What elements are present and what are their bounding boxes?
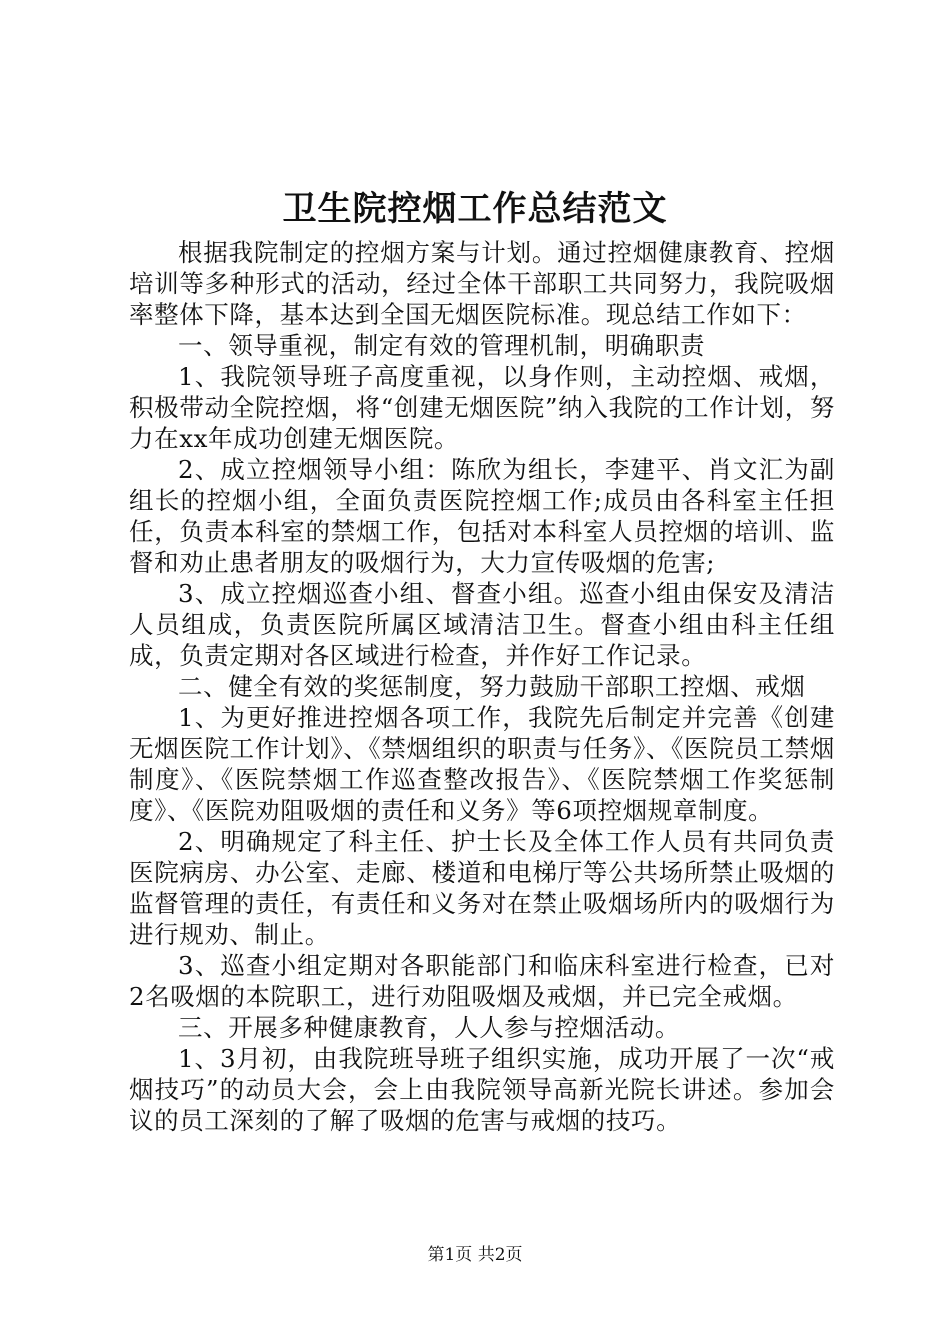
document-body <box>129 237 835 1136</box>
section-2-item-2: 2、明确规定了科主任、护士长及全体工作人员有共同负责医院病房、办公室、走廊、楼道和电梯厅等公共场所禁止吸烟的监督管理的责任，有责任和义务对在禁止吸烟场所内的吸烟行为进行规劝、制止。 <box>129 827 835 949</box>
intro-paragraph: 根据我院制定的控烟方案与计划。通过控烟健康教育、控烟培训等多种形式的活动，经过全体干部职工共同努力，我院吸烟率整体下降，基本达到全国无烟医院标准。现总结工作如下： <box>129 238 835 329</box>
section-2-item-1: 1、为更好推进控烟各项工作，我院先后制定并完善《创建无烟医院工作计划》、《禁烟组织的职责与任务》、《医院员工禁烟制度》、《医院禁烟工作巡查整改报告》、《医院禁烟工作奖惩制度》、《医院劝阻吸烟的责任和义务》等6项控烟规章制度。 <box>129 703 835 825</box>
page-number: 第1页 共2页 <box>427 1245 523 1265</box>
section-2-item-3: 3、巡查小组定期对各职能部门和临床科室进行检查，已对2名吸烟的本院职工，进行劝阻吸烟及戒烟，并已完全戒烟。 <box>129 951 835 1011</box>
section-1-item-2: 2、成立控烟领导小组：陈欣为组长，李建平、肖文汇为副组长的控烟小组，全面负责医院控烟工作;成员由各科室主任担任，负责本科室的禁烟工作，包括对本科室人员控烟的培训、监督和劝止患者朋友的吸烟行为，大力宣传吸烟的危害; <box>129 455 835 577</box>
section-heading-3: 三、开展多种健康教育，人人参与控烟活动。 <box>178 1013 680 1042</box>
section-1-item-1: 1、我院领导班子高度重视，以身作则，主动控烟、戒烟，积极带动全院控烟，将“创建无烟医院”纳入我院的工作计划，努力在xx年成功创建无烟医院。 <box>129 362 835 453</box>
section-heading-1: 一、领导重视，制定有效的管理机制，明确职责 <box>178 331 706 360</box>
document-title: 卫生院控烟工作总结范文 <box>282 189 668 229</box>
page-footer <box>0 1244 950 1266</box>
section-heading-2: 二、健全有效的奖惩制度，努力鼓励干部职工控烟、戒烟 <box>178 672 806 701</box>
section-3-item-1: 1、3月初，由我院班导班子组织实施，成功开展了一次“戒烟技巧”的动员大会，会上由我院领导高新光院长讲述。参加会议的员工深刻的了解了吸烟的危害与戒烟的技巧。 <box>129 1044 835 1135</box>
section-1-item-3: 3、成立控烟巡查小组、督查小组。巡查小组由保安及清洁人员组成，负责医院所属区域清洁卫生。督查小组由科主任组成，负责定期对各区域进行检查，并作好工作记录。 <box>129 579 835 670</box>
